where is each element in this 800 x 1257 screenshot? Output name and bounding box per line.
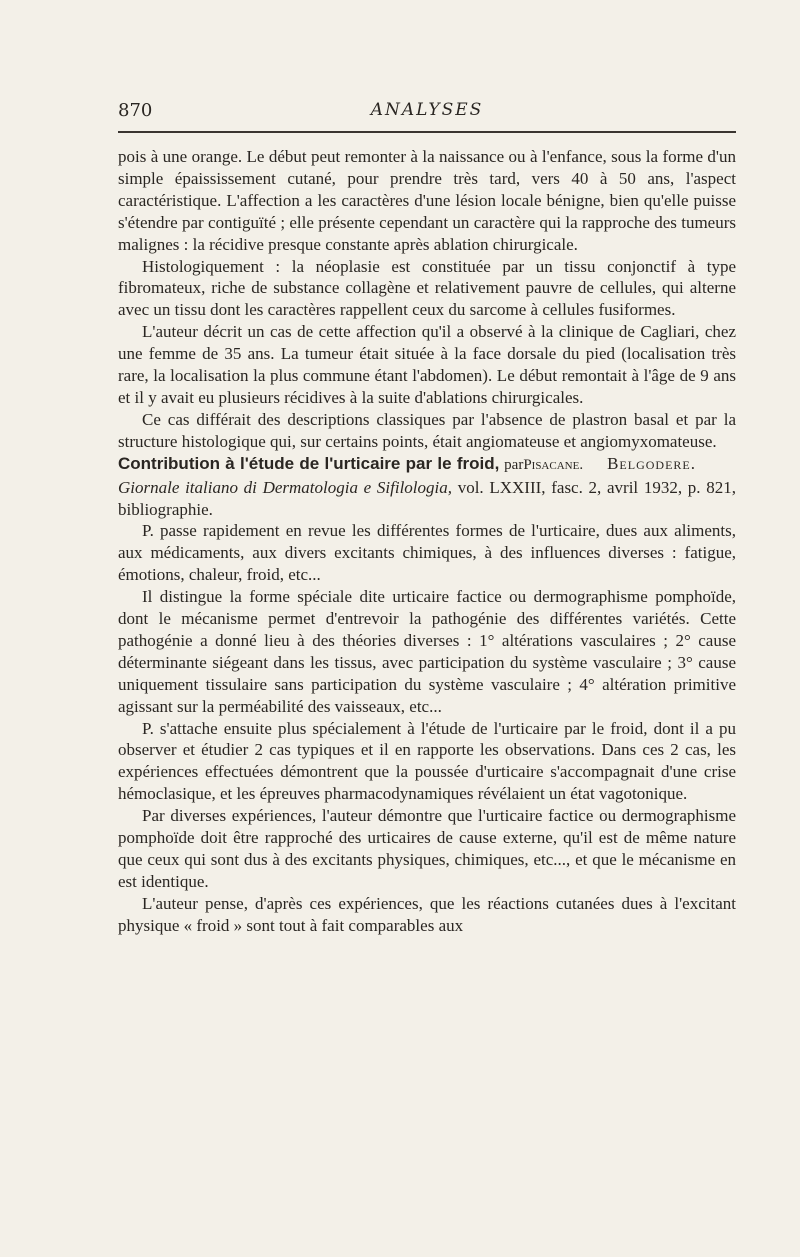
article-paragraph: P. s'attache ensuite plus spécialement à l'étude de l'urticaire par le froid, dont il a pu observer et étudier 2 cas typiques et il en rapporte les observations. Dans ces 2 cas, les expériences effectuées démontrent que la poussée d'urticaire s'accompagnait d'une crise hémoclasique, et les épreuves pharmacodynamiques révélaient un état vagotonique. [118,718,736,804]
page-number: 870 [118,100,153,121]
article-journal: Giornale italiano di Dermatologia e Sifilologia, [118,477,452,497]
article-author: Pisacane. [523,456,584,473]
article-citation: vol. LXXIII, fasc. 2, avril 1932, p. 821, bibliographie. [118,477,736,519]
article-title: Contribution à l'étude de l'urticaire par le froid, [118,453,500,473]
previous-review-paragraph: L'auteur décrit un cas de cette affection qu'il a observé à la clinique de Cagliari, chez une femme de 35 ans. La tumeur était située à la face dorsale du pied (localisation très rare, la localisation la plus commune étant l'abdomen). Le début remontait à l'âge de 9 ans et il y avait eu plusieurs récidives à la suite d'ablations chirurgicales. [118,322,736,407]
running-title: ANALYSES [370,100,484,120]
article-by: par [504,456,524,473]
article-paragraph: P. passe rapidement en revue les différentes formes de l'urticaire, dues aux aliments, aux médicaments, aux divers excitants chimiques, à des influences diverses : fatigue, émotions, chaleur, froid, etc... [118,521,736,585]
article-paragraph: Par diverses expériences, l'auteur démontre que l'urticaire factice ou dermographisme pomphoïde doit être rapproché des urticaires de cause externe, qu'il est de même nature que ceux qui sont dus à des excitants physiques, chimiques, etc..., et que le mécanisme en est identique. [118,806,736,891]
page-header [118,100,736,126]
header-rule [118,131,736,133]
previous-review-paragraph-text: Ce cas différait des descriptions classiques par l'absence de plastron basal et par la structure histologique qui, sur certains points, était angiomateuse et angiomyxomateuse. [118,409,736,451]
article-paragraph: Il distingue la forme spéciale dite urticaire factice ou dermographisme pomphoïde, dont le mécanisme permet d'entrevoir la pathogénie des différentes variétés. Cette pathogénie a donné lieu à des théories diverses : 1° altérations vasculaires ; 2° cause déterminante siégeant dans les tissus, avec participation du système vasculaire ; 3° cause uniquement tissulaire sans participation du système vasculaire ; 4° altération primitive agissant sur la perméabilité des vaisseaux, etc... [118,587,736,716]
reviewer-signature: Belgodere. [607,453,696,473]
previous-review-paragraph: pois à une orange. Le début peut remonter à la naissance ou à l'enfance, sous la forme d'un simple épaississement cutané, pour prendre très tard, vers 40 à 50 ans, l'aspect caractéristique. L'affection a les caractères d'une lésion locale bénigne, bien qu'elle puisse s'étendre par contiguïté ; elle présente cependant un caractère qui la rapproche des tumeurs malignes : la récidive presque constante après ablation chirurgicale. [118,147,736,254]
page-body [118,146,736,937]
article-paragraph: L'auteur pense, d'après ces expériences, que les réactions cutanées dues à l'excitant physique « froid » sont tout à fait comparables aux [118,893,736,935]
previous-review-paragraph: Histologiquement : la néoplasie est constituée par un tissu conjonctif à type fibromateux, riche de substance collagène et relativement pauvre de cellules, qui alterne avec un tissu dont les caractères rappellent ceux du sarcome à cellules fusiformes. [118,256,736,320]
